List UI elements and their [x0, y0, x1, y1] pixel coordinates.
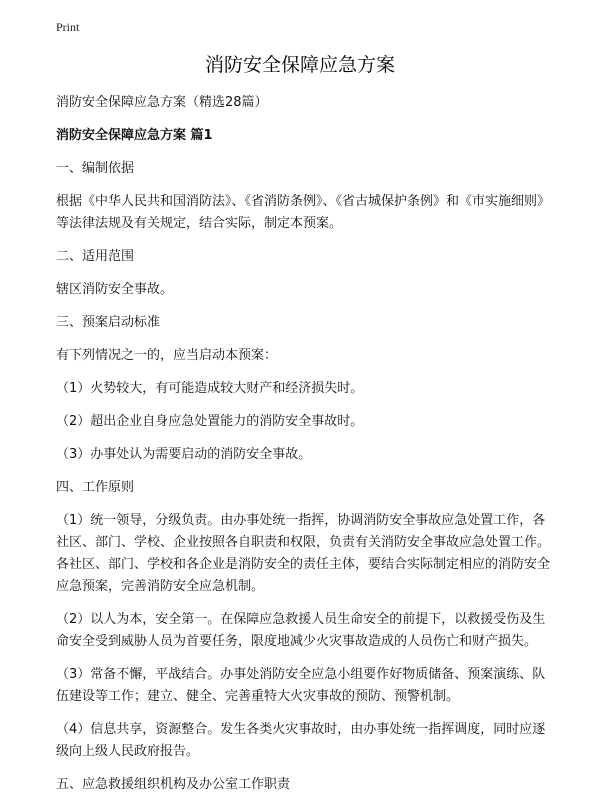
list-item-trigger-1: （1）火势较大，有可能造成较大财产和经济损失时。	[56, 381, 364, 396]
paragraph-principle-4: （4）信息共享，资源整合。发生各类火灾事故时，由办事处统一指挥调度，同时应逐级向上级人民政府报告。	[56, 722, 546, 759]
section-title: 消防安全保障应急方案 篇1	[56, 128, 213, 143]
heading-principles: 四、工作原则	[56, 480, 135, 495]
paragraph-principle-2: （2）以人为本，安全第一。在保障应急救援人员生命安全的前提下，以救援受伤及生命安全受到威胁人员为首要任务，限度地减少火灾事故造成的人员伤亡和财产损失。	[56, 612, 546, 649]
document-body	[56, 92, 552, 807]
list-item-trigger-3: （3）办事处认为需要启动的消防安全事故。	[56, 447, 312, 462]
paragraph-principle-1: （1）统一领导，分级负责。由办事处统一指挥，协调消防安全事故应急处置工作，各社区、部门、学校、企业按照各自职责和权限，负责有关消防安全事故应急处置工作。各社区、部门、学校和各企业是消防安全的责任主体，要结合实际制定相应的消防安全应急预案，完善消防安全应急机制。	[56, 513, 551, 594]
document-subtitle: 消防安全保障应急方案（精选28篇）	[56, 95, 268, 110]
heading-scope: 二、适用范围	[56, 249, 135, 264]
heading-trigger: 三、预案启动标准	[56, 315, 161, 330]
heading-organization: 五、应急救援组织机构及办公室工作职责	[56, 777, 291, 792]
heading-basis: 一、编制依据	[56, 161, 135, 176]
print-label[interactable]: Print	[56, 20, 80, 34]
list-item-trigger-2: （2）超出企业自身应急处置能力的消防安全事故时。	[56, 414, 364, 429]
paragraph-trigger-intro: 有下列情况之一的，应当启动本预案：	[56, 348, 278, 363]
paragraph-scope: 辖区消防安全事故。	[56, 282, 174, 297]
paragraph-principle-3: （3）常备不懈，平战结合。办事处消防安全应急小组要作好物质储备、预案演练、队伍建设等工作；建立、健全、完善重特大火灾事故的预防、预警机制。	[56, 667, 546, 704]
document-title: 消防安全保障应急方案	[204, 54, 395, 76]
paragraph-basis: 根据《中华人民共和国消防法》、《省消防条例》、《省古城保护条例》和《市实施细则》等法律法规及有关规定，结合实际，制定本预案。	[56, 194, 551, 231]
